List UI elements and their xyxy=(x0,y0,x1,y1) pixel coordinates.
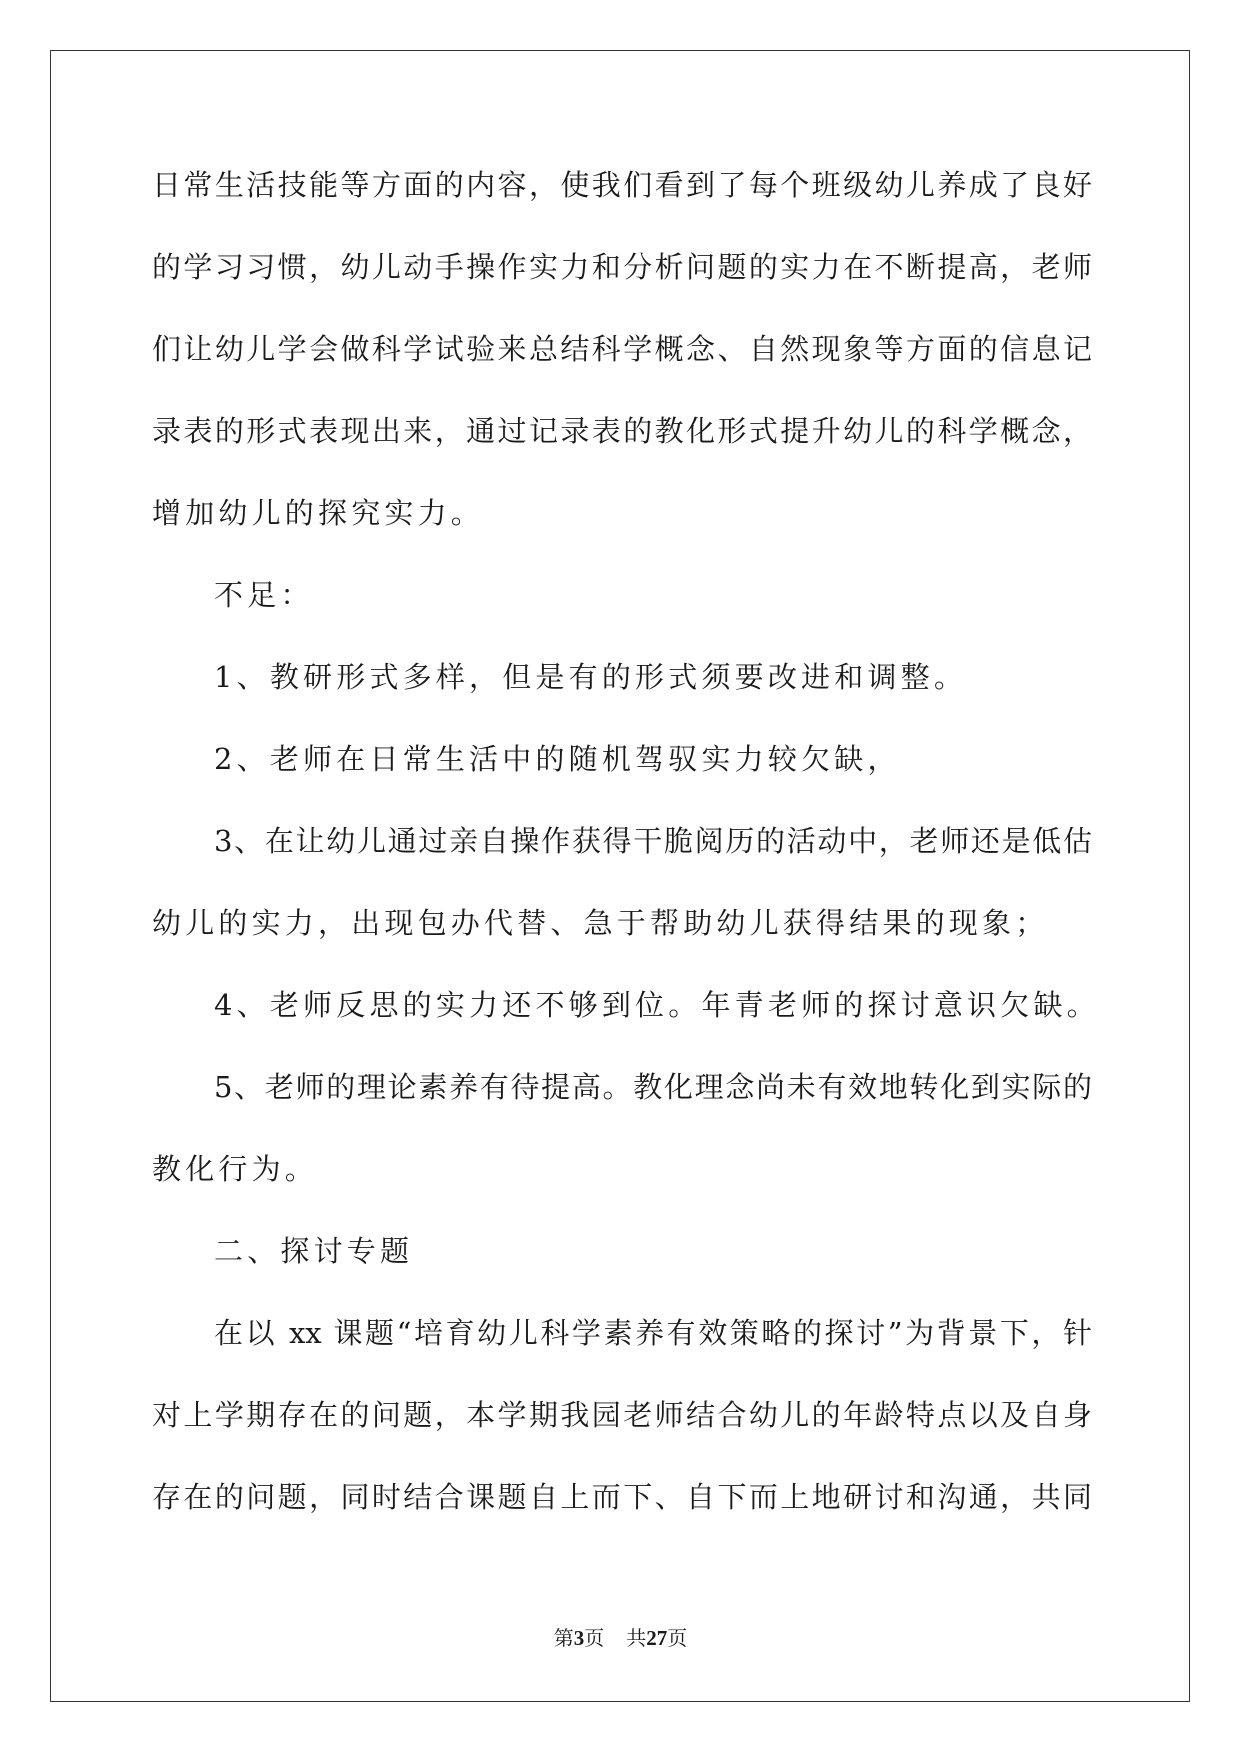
text-line: 的学习习惯，幼儿动手操作实力和分析问题的实力在不断提高，老师 xyxy=(152,250,1092,284)
document-body xyxy=(152,160,1100,1554)
text-line: 们让幼儿学会做科学试验来总结科学概念、自然现象等方面的信息记 xyxy=(152,332,1092,366)
footer-page-prefix: 第 xyxy=(553,1626,574,1650)
footer-total-prefix: 共 xyxy=(626,1626,647,1650)
text-line: 3、在让幼儿通过亲自操作获得干脆阅历的活动中，老师还是低估 xyxy=(214,824,1092,858)
text-line: 在以 xx 课题“培育幼儿科学素养有效策略的探讨”为背景下，针 xyxy=(214,1316,1092,1350)
footer-page-number: 3 xyxy=(573,1626,585,1650)
footer-page-suffix: 页 xyxy=(584,1626,605,1650)
text-line: 2、老师在日常生活中的随机驾驭实力较欠缺， xyxy=(214,742,901,776)
text-line: 二、探讨专题 xyxy=(214,1234,414,1268)
text-line: 增加幼儿的探究实力。 xyxy=(152,496,485,530)
footer-total-suffix: 页 xyxy=(667,1626,688,1650)
text-line: 4、老师反思的实力还不够到位。年青老师的探讨意识欠缺。 xyxy=(214,988,1100,1022)
text-line: 存在的问题，同时结合课题自上而下、自下而上地研讨和沟通，共同 xyxy=(152,1480,1092,1514)
text-line: 教化行为。 xyxy=(152,1152,319,1186)
footer-total-pages: 27 xyxy=(646,1626,668,1650)
text-line: 幼儿的实力，出现包办代替、急于帮助幼儿获得结果的现象； xyxy=(152,906,1049,940)
text-line: 1、教研形式多样，但是有的形式须要改进和调整。 xyxy=(214,660,968,694)
text-line: 对上学期存在的问题，本学期我园老师结合幼儿的年龄特点以及自身 xyxy=(152,1398,1092,1432)
page-footer xyxy=(0,1626,1241,1650)
text-line: 5、老师的理论素养有待提高。教化理念尚未有效地转化到实际的 xyxy=(214,1070,1092,1104)
text-line: 录表的形式表现出来，通过记录表的教化形式提升幼儿的科学概念， xyxy=(152,414,1092,448)
text-line: 不足： xyxy=(214,578,314,612)
text-line: 日常生活技能等方面的内容，使我们看到了每个班级幼儿养成了良好 xyxy=(152,168,1092,202)
